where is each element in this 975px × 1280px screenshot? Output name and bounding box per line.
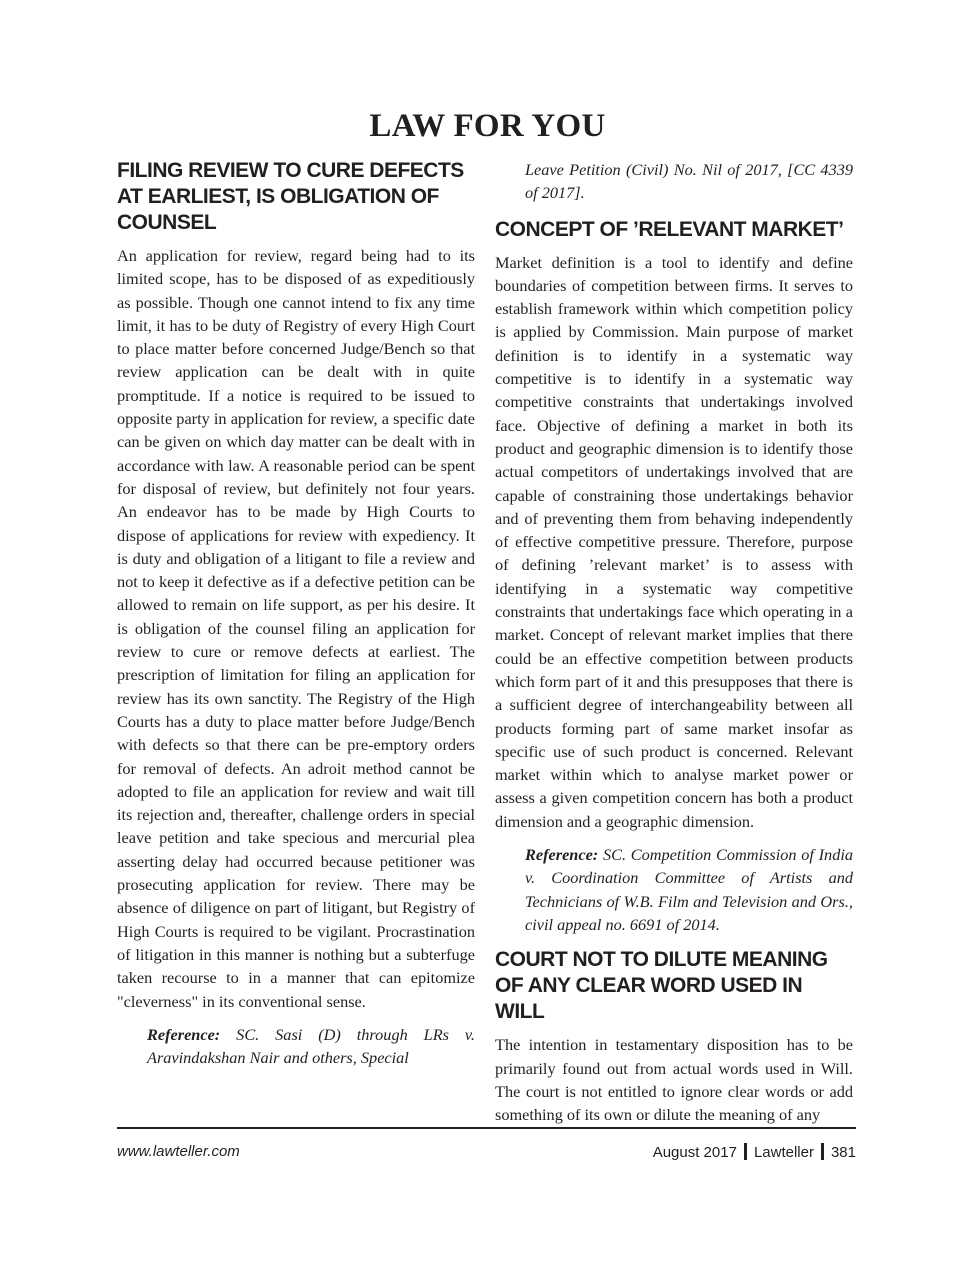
article-body-filing-review: An application for review, regard being had to its limited scope, has to be disposed of as expeditiously as possible. Though one cannot intend to fix any time limit, it has to be duty of Registry of every High Court to place matter before concerned Judge/Bench so that review application can be dealt with in quite promptitude. If a notice is required to be issued to opposite party in application for review, a specific date can be given on which day matter can be dealt with in accordance with law. A reasonable period can be spent for disposal of review, but definitely not four years. An endeavor has to be made by High Courts to dispose of applications for review with expediency. It is duty and obligation of a litigant to file a review and not to keep it defective as if a defective petition can be allowed to remain on life support, as per his desire. It is obligation of the counsel filing an application for review to cure or remove defects at earliest. The prescription of limitation for filing an application for review has its own sanctity. The Registry of the High Courts has a duty to place matter before Judge/Bench with defects so that there can be pre-emptory orders for removal of defects. An adroit method cannot be adopted to file an application for review and wait till its rejection and, thereafter, challenge orders in special leave petition and take specious and mercurial plea asserting delay had occurred because petitioner was prosecuting application for review. There may be absence of diligence on part of litigant, but Registry of High Courts is required to be vigilant. Procrastination of litigation in this manner is nothing but a subterfuge taken recourse to in a manner that can epitomize "cleverness" in its conventional sense. <box>117 246 475 1011</box>
reference-sasi <box>117 1023 475 1070</box>
reference-text: SC. Competition Commission of India v. Coordination Committee of Artists and Technicians of W.B. Film and Television and Ors., civil appeal no. 6691 of 2014. <box>525 845 853 934</box>
reference-label: Reference: <box>147 1024 221 1044</box>
article-body-will: The intention in testamentary disposition has to be primarily found out from actual words used in Will. The court is not entitled to ignore clear words or add something of its own or dilute the meaning of any <box>495 1035 853 1125</box>
footer-page-number: 381 <box>830 1144 856 1161</box>
right-column <box>495 158 853 1136</box>
article-heading-relevant-market: CONCEPT OF ’RELEVANT MARKET’ <box>495 217 844 241</box>
footer-url: www.lawteller.com <box>117 1143 240 1160</box>
article-heading-filing-review: FILING REVIEW TO CURE DEFECTS AT EARLIEST, IS OBLIGATION OF COUNSEL <box>117 159 464 234</box>
article-heading-will: COURT NOT TO DILUTE MEANING OF ANY CLEAR WORD USED IN WILL <box>495 948 828 1024</box>
footer-publication: Lawteller <box>753 1144 814 1161</box>
footer-separator <box>744 1143 747 1160</box>
reference-sasi-continued: Leave Petition (Civil) No. Nil of 2017, [CC 4339 of 2017]. <box>525 160 853 203</box>
reference-label: Reference: <box>525 845 599 865</box>
reference-text: SC. Sasi (D) through LRs v. Aravindakshan Nair and others, Special <box>147 1024 476 1068</box>
footer-separator <box>821 1143 824 1160</box>
article-body-relevant-market: Market definition is a tool to identify and define boundaries of competition between firms. It serves to establish framework within which competition policy is applied by Commission. Main purpose of market definition is to identify in a systematic way competitive is to identify in a systematic way competitive constraints that undertakings involved face. Objective of defining a market in both its product and geographic dimension is to identify those actual competitors of undertakings involved that are capable of constraining those undertakings behavior and of preventing them from behaving independently of effective competitive pressure. Therefore, purpose of defining ’relevant market’ is to assess with identifying in a systematic way competitive constraints that undertakings face which operating in a market. Concept of relevant market implies that there could be an effective competition between products which form part of it and this presupposes that there is a sufficient degree of interchangeability between all products forming part of same market insofar as specific use of such product is concerned. Relevant market within which to analyse market power or assess a given competition concern has both a product dimension and a geographic dimension. <box>495 252 853 831</box>
left-column <box>117 158 475 1069</box>
footer-info <box>653 1143 856 1161</box>
reference-competition-commission <box>495 843 853 936</box>
page-title: LAW FOR YOU <box>369 108 606 144</box>
footer-divider <box>117 1127 856 1129</box>
footer-issue: August 2017 <box>652 1144 737 1161</box>
